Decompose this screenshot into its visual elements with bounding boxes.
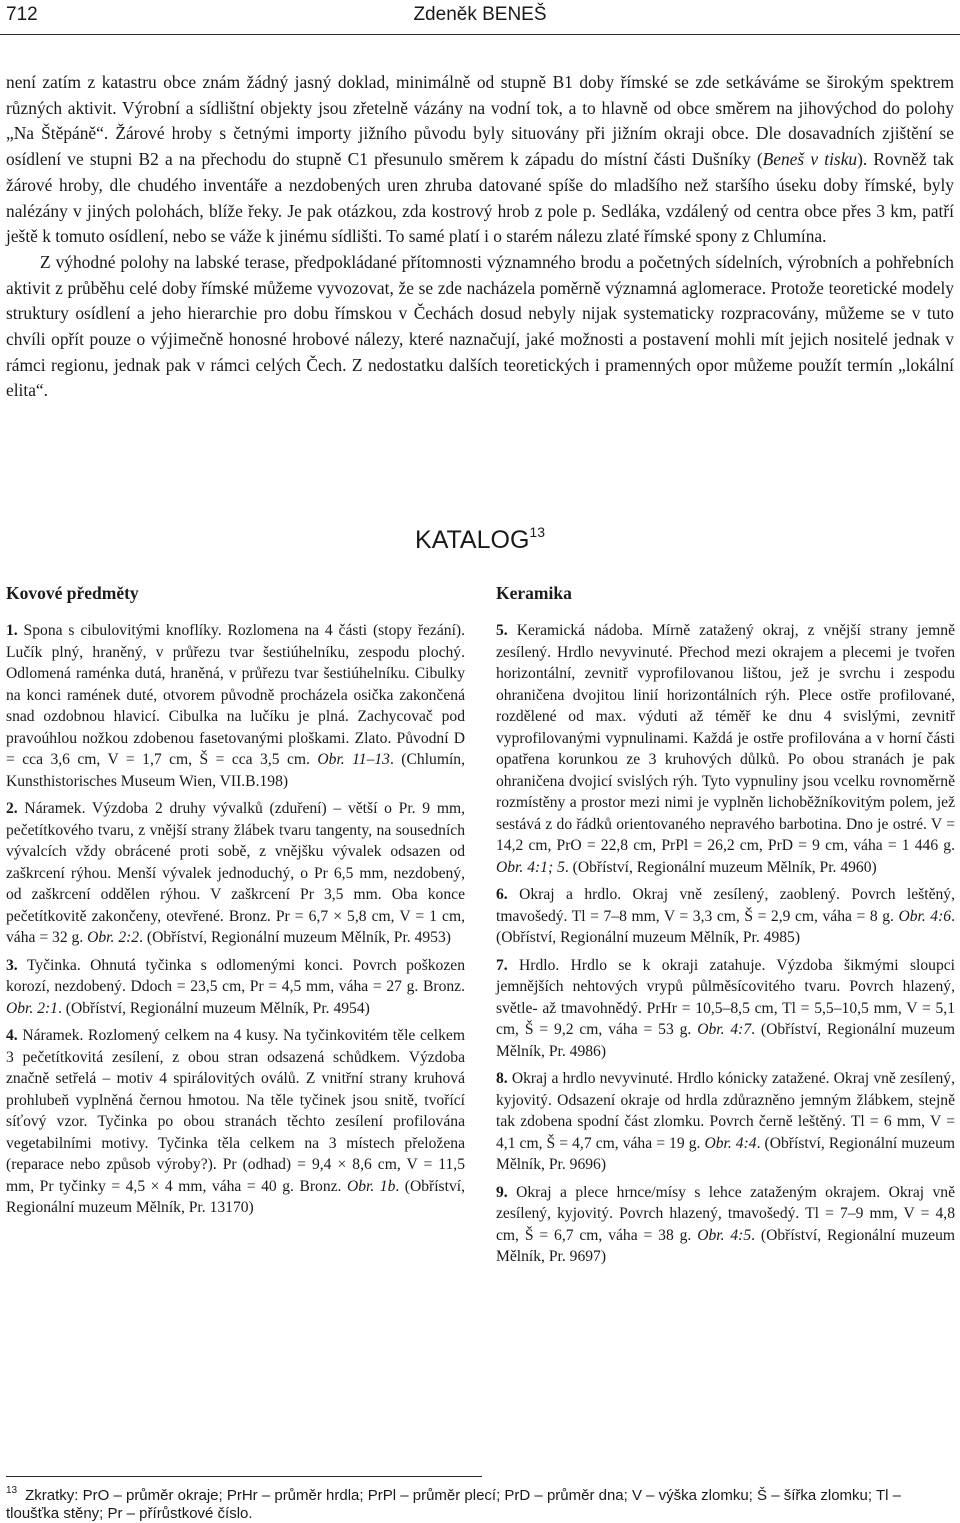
catalog-entry (496, 1182, 955, 1268)
figure-reference: Obr. 4:4 (704, 1134, 757, 1152)
entry-text: Tyčinka. Ohnutá tyčinka s odlomenými konci. Povrch poškozen korozí, nezdobený. Ddoch = 23,5 cm, Pr = 4,5 mm, váha = 27 g. Bronz. (6, 956, 465, 995)
footnote-text: Zkratky: PrO – průměr okraje; PrHr – průměr hrdla; PrPl – průměr plecí; PrD – průměr dna; V – výška zlomku; Š – šířka zlomku; Tl – tloušťka stěny; Pr – přírůstkové číslo. (6, 1487, 901, 1522)
entry-source: . (Obříství, Regionální muzeum Mělník, Pr. 4960) (564, 858, 877, 876)
catalog-entry (496, 884, 955, 949)
catalog-entry (496, 620, 955, 878)
figure-reference: Obr. 2:2 (87, 929, 140, 946)
figure-reference: Obr. 2:1 (6, 999, 58, 1017)
entry-source: . (Obříství, Regionální muzeum Mělník, Pr. 4954) (57, 999, 370, 1017)
footnote-divider (6, 1476, 482, 1477)
entry-text: Okraj a hrdlo. Okraj vně zesílený, zaoblený. Povrch leštěný, tmavošedý. Tl = 7–8 mm, V = 3,3 cm, Š = 2,9 cm, váha = 8 g. (496, 886, 955, 925)
entry-text: Náramek. Výzdoba 2 druhy vývalků (zduření) – větší o Pr. 9 mm, pečetítkového tvaru, z vnější strany žlábek tvaru tangenty, na sousedních vývalcích vždy obrácené proti sobě, z vnějšku vývalek odsazen od zaškrcení rýhou. Menší vývalek jednoduchý, o Pr 6,5 mm, nezdobený, od zaškrcení oddělen rýhou. V zaškrcení Pr 3,5 mm. Oba konce pečetítkovitě zakončeny, otevřené. Bronz. Pr = 6,7 × 5,8 cm, V = 1 cm, váha = 32 g. (6, 800, 465, 946)
catalog-heading: KATALOG$^{13}$ (415, 524, 545, 554)
intro-paragraph-2: Z výhodné polohy na labské terase, předpokládané přítomnosti významného brodu a početných sídelních, výrobních a pohřebních aktivit z průběhu celé doby římské můžeme vyvozovat, že se zde nacházela poměrně významná aglomerace. Protože teoretické modely struktury osídlení a jeho hierarchie pro dobu římskou v Čechách dosud nebyly nijak systematicky rozpracovány, můžeme se v tuto chvíli opřít pouze o výjimečně honosné hrobové nálezy, které naznačují, jaké možnosti a postavení mohli mít jejich nositelé jednak v rámci regionu, jednak pak v rámci celých Čech. Z nedostatku dalších teoretických i pramenných opor můžeme použít termín „lokální elita“. (6, 251, 954, 401)
entry-source: . (Obříství, Regionální muzeum Mělník, Pr. 4986) (496, 1021, 955, 1060)
section-heading-metal: Kovové předměty (6, 583, 139, 603)
entry-number: 3. (6, 956, 18, 974)
entry-text: Spona s cibulovitými knoflíky. Rozlomena na 4 části (stopy řezání). Lučík plný, hraněný, v průřezu tvar šestiúhelníku, zespodu plochý. Odlomená raménka dutá, hraněná, v průřezu tvar šestiúhelníku. Cibulky na konci ramének duté, otvorem původně procházela osička zakončená snad ozdobnou hlavicí. Cibulka na lučíku je plná. Zachycovač pod pravoúhlou nožkou zdobenou fasetovanými ploškami. Zlato. Původní D = cca 3,6 cm, V = 1,7 cm, Š = cca 3,5 cm. (6, 622, 465, 768)
entry-text: Náramek. Rozlomený celkem na 4 kusy. Na tyčinkovitém těle celkem 3 pečetítkovitá zesílení, z obou stran odsazená schůdkem. Výzdoba značně setřelá – motiv 4 spirálovitých oválů. Z vnitřní strany kruhová prohlubeň vyplněná černou hmotou. Na těle tyčinek jsou snitě, tvořící síťový vzor. Tyčinka po obou stranách těchto zesílení profilována vegetabilními motivy. Tyčinka těla celkem na 3 místech přeložena (reparace nebo způsob výroby?). Pr (odhad) = 9,4 × 8,6 cm, V = 11,5 mm, Pr tyčinky = 4,5 × 4 mm, váha = 40 g. Bronz. (6, 1027, 465, 1195)
entry-number: 4. (6, 1027, 18, 1044)
footnote-reference: 13 (529, 524, 545, 540)
entry-number: 2. (6, 800, 18, 817)
entry-source: . (Obříství, Regionální muzeum Mělník, Pr. 9697) (496, 1226, 955, 1265)
footnote (6, 1482, 954, 1523)
entry-number: 8. (496, 1070, 508, 1087)
catalog-column-ceramics (496, 580, 955, 1274)
catalog-entry (6, 798, 465, 949)
figure-reference: Obr. 4:7 (697, 1021, 752, 1038)
entry-source: . (Obříství, Regionální muzeum Mělník, Pr. 9696) (496, 1134, 955, 1173)
entry-text: Hrdlo. Hrdlo se k okraji zatahuje. Výzdoba šikmými sloupci jemnějších nehtových vrypů půlměsícovitého tvaru. Povrch hlazený, světle- až tmavohnědý. PrHr = 10,5–8,5 cm, Tl = 5,5–10,5 mm, V = 5,1 cm, Š = 9,2 cm, váha = 53 g. (496, 956, 955, 1038)
intro-paragraph-1: není zatím z katastru obce znám žádný jasný doklad, minimálně od stupně B1 doby římské se zde setkáváme se širokým spektrem různých aktivit. Výrobní a sídlištní objekty jsou zřetelně vázány na vodní tok, a to hlavně od obce směrem na jihovýchod do polohy „Na Štěpáně“. Žárové hroby s četnými importy jižního původu byly situovány při jižním okraji obce. Dle dosavadních zjištění se osídlení ve stupni B2 a na přechodu do stupně C1 přesunulo směrem k západu do místní části Dušníky (Beneš v tisku). Rovněž tak žárové hroby, dle chudého inventáře a nezdobených uren zhruba datované spíše do mladšího než staršího úseku doby římské, byly nalézány v jiných polohách, blíže řeky. Je pak otázkou, zda kostrový hrob z pole p. Sedláka, vzdálený od centra obce přes 3 km, patří ještě k tomuto osídlení, nebo se váže k jinému sídlišti. To samé platí i o starém nálezu zlaté římské spony z Chlumína. (6, 72, 954, 247)
entry-text: Keramická nádoba. Mírně zatažený okraj, z vnější strany jemně zesílený. Hrdlo nevyvinuté. Přechod mezi okrajem a plecemi je tvořen horizontální, zevnitř vyprofilovanou lištou, jež je svrchu i zespodu ohraničena dvojitou linií horizontálních rýh. Plece ostře profilované, rozdělené od max. výduti až téměř ke dnu 4 svislými, zevnitř vyprofilovanými vypnulinami. Každá je ostře profilována a v horní části opatřena korunkou ze 3 kruhových důlků. Po obou stranách je pak ohraničena dvojicí svislých rýh. Tyto vypnuliny jsou vcelku rovnoměrně rozmístěny a prostor mezi nimi je vyplněn lichoběžníkovitým polem, jež sestává z do řádků orientovaného nepravého barbotina. Dno je ostré. V = 14,2 cm, PrO = 22,8 cm, PrPl = 26,2 cm, PrD = 9 cm, váha = 1 446 g. (496, 622, 955, 854)
intro-text (6, 70, 954, 404)
entry-text: Okraj a plece hrnce/mísy s lehce zataženým okrajem. Okraj vně zesílený, kyjovitý. Povrch hlazený, tmavošedý. Tl = 7–9 mm, V = 4,8 cm, Š = 6,7 cm, váha = 38 g. (496, 1183, 955, 1244)
entry-text: Okraj a hrdlo nevyvinuté. Hrdlo kónicky zatažené. Okraj vně zesílený, kyjovitý. Odsazení okraje od hrdla zdůrazněno jemným žlábkem, stejně tak zdobena spodní část zlomku. Povrch černě leštěný. Tl = 6 mm, V = 4,1 cm, Š = 4,7 cm, váha = 19 g. (496, 1070, 955, 1152)
entry-source: . (Chlumín, Kunsthistorisches Museum Wien, VII.B.198) (6, 751, 465, 790)
catalog-column-metal (6, 580, 465, 1225)
page-header (0, 0, 960, 35)
running-head-author: Zdeněk BENEŠ (413, 4, 547, 25)
entry-number: 6. (496, 886, 508, 903)
entry-source: . (Obříství, Regionální muzeum Mělník, Pr. 4953) (139, 929, 451, 946)
citation: Beneš v tisku (762, 149, 858, 170)
entry-number: 7. (496, 956, 508, 974)
figure-reference: Obr. 4:5 (697, 1226, 752, 1244)
figure-reference: Obr. 4:6 (898, 907, 952, 925)
entry-number: 5. (496, 622, 508, 639)
entry-source: . (Obříství, Regionální muzeum Mělník, Pr. 13170) (6, 1177, 465, 1216)
entry-source: . (Obříství, Regionální muzeum Mělník, Pr. 4985) (496, 907, 956, 946)
catalog-entry (6, 620, 465, 792)
catalog-entry (6, 1025, 465, 1219)
figure-reference: Obr. 4:1; 5 (496, 858, 565, 876)
figure-reference: Obr. 11–13 (317, 751, 390, 768)
entry-number: 9. (496, 1183, 508, 1201)
catalog-entry (6, 955, 465, 1020)
entry-number: 1. (6, 622, 18, 639)
catalog-entry (496, 1068, 955, 1176)
figure-reference: Obr. 1b (346, 1177, 396, 1195)
page-number: 712 (6, 4, 38, 25)
catalog-entry (496, 955, 955, 1063)
section-heading-ceramics: Keramika (496, 583, 572, 603)
footnote-marker: 13 (6, 1485, 18, 1496)
